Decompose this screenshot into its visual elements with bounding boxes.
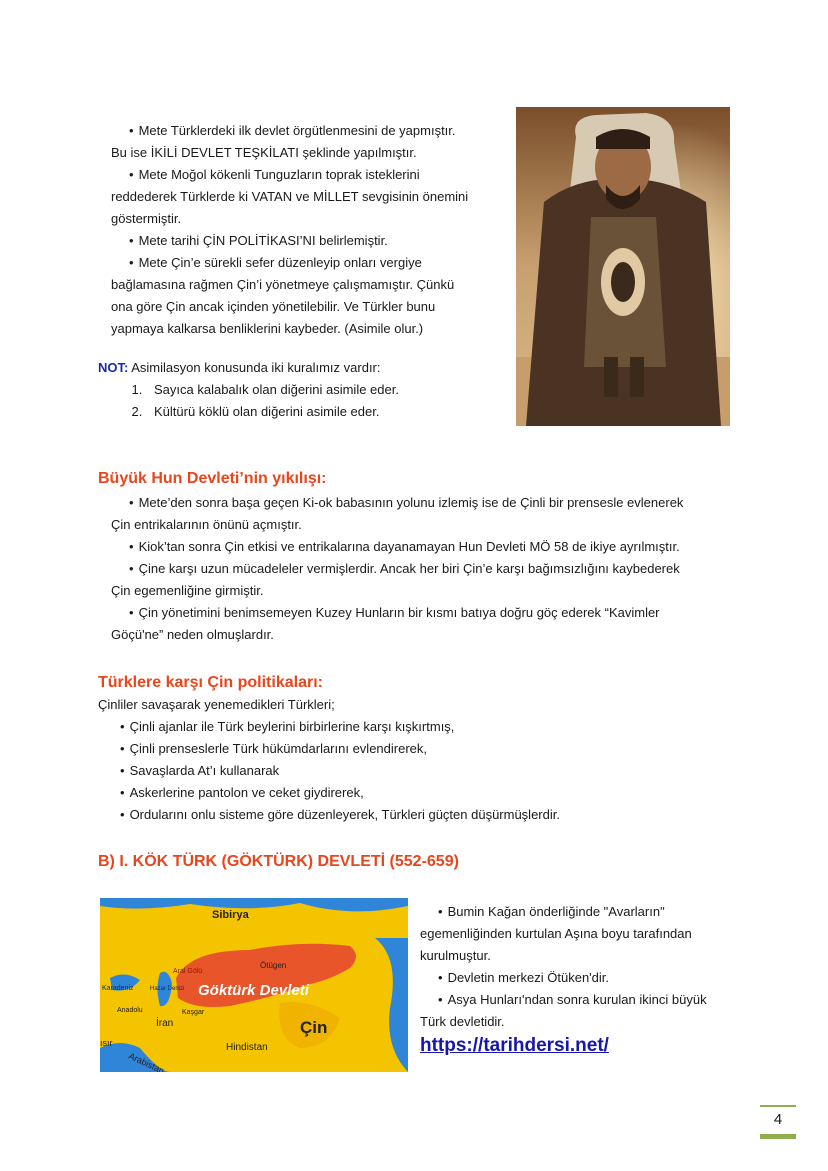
mete-bullet-1-cont: Bu ise İKİLİ DEVLET TEŞKİLATI şeklinde yapılmıştır.	[111, 145, 417, 160]
hun-bullet-4-cont: Göçü'ne” neden olmuşlardır.	[111, 627, 274, 642]
map-label-kasgar: Kaşgar	[182, 1009, 205, 1016]
mete-bullet-1: • Mete Türklerdeki ilk devlet örgütlenmesini de yapmıştır.	[111, 120, 506, 142]
note-list	[98, 379, 518, 423]
china-policy-bullet-3: • Savaşlarda At’ı kullanarak	[120, 760, 738, 782]
hun-bullet-1: • Mete’den sonra başa geçen Ki-ok babasının yolunu izlemiş ise de Çinli bir prensesle evlenerek	[111, 492, 738, 514]
note-label: NOT:	[98, 360, 129, 375]
china-policy-section	[98, 674, 738, 826]
map-label-anadolu: Anadolu	[117, 1007, 143, 1014]
china-policy-intro: Çinliler savaşarak yenemedikleri Türkleri;	[98, 697, 335, 712]
map-label-iran: İran	[156, 1018, 174, 1029]
gokturk-bullet-1-cont-b: kurulmuştur.	[420, 948, 491, 963]
gokturk-text	[420, 901, 740, 1057]
note-text: Asimilasyon konusunda iki kuralımız vardır:	[128, 360, 381, 375]
warrior-illustration	[516, 107, 730, 426]
hun-bullet-4: • Çin yönetimini benimsemeyen Kuzey Hunların bir kısmı batıya doğru göç ederek “Kavimler	[111, 602, 738, 624]
gokturk-bullet-1: • Bumin Kağan önderliğinde "Avarların"	[420, 901, 740, 923]
gokturk-bullet-3: • Asya Hunları'ndan sonra kurulan ikinci büyük	[420, 989, 740, 1011]
page-number: 4	[773, 1111, 783, 1128]
china-policy-bullet-4: • Askerlerine pantolon ve ceket giydirerek,	[120, 782, 738, 804]
china-policy-bullet-2: • Çinli prenseslerle Türk hükümdarlarını evlendirerek,	[120, 738, 738, 760]
page-number-top-rule	[760, 1105, 796, 1107]
map-label-sibirya: Sibirya	[212, 909, 249, 921]
map-label-hindistan: Hindistan	[226, 1042, 268, 1053]
gokturk-heading: B) I. KÖK TÜRK (GÖKTÜRK) DEVLETİ (552-659)	[98, 853, 459, 870]
map-label-misir: ısır	[100, 1038, 113, 1048]
hun-bullet-1-cont: Çin entrikalarının önünü açmıştır.	[111, 517, 302, 532]
map-label-title: Göktürk Devleti	[198, 982, 309, 999]
note-item-2: 2. Kültürü köklü olan diğerini asimile eder.	[146, 401, 518, 423]
map-label-otugen: Ötügen	[260, 961, 287, 970]
mete-bullet-3: • Mete tarihi ÇİN POLİTİKASI’NI belirlemiştir.	[111, 230, 506, 252]
map-label-karadeniz: Karadeniz	[102, 985, 134, 992]
mete-bullet-2-cont-a: reddederek Türklerde ki VATAN ve MİLLET sevgisinin önemini	[111, 189, 469, 204]
page-number-box	[760, 1105, 796, 1139]
map-label-aral: Aral Gölü	[173, 968, 203, 975]
hun-collapse-heading: Büyük Hun Devleti’nin yıkılışı:	[98, 470, 327, 487]
note-line	[98, 357, 518, 379]
map-label-cin: Çin	[300, 1018, 328, 1037]
hun-collapse-section	[98, 470, 738, 646]
mete-bullet-4-cont-c: yapmaya kalkarsa benliklerini kaybeder. (Asimile olur.)	[111, 321, 424, 336]
china-policy-heading: Türklere karşı Çin politikaları:	[98, 674, 323, 691]
gokturk-map	[100, 898, 408, 1072]
mete-bullet-2: • Mete Moğol kökenli Tunguzların toprak isteklerini	[111, 164, 506, 186]
map-label-arabistan: Arabistan	[127, 1050, 166, 1072]
hun-bullet-3: • Çine karşı uzun mücadeleler vermişlerdir. Ancak her biri Çin’e karşı bağımsızlığını kaybederek	[111, 558, 738, 580]
hun-bullet-3-cont: Çin egemenliğine girmiştir.	[111, 583, 264, 598]
mete-bullet-4: • Mete Çin’e sürekli sefer düzenleyip onları vergiye	[111, 252, 506, 274]
gokturk-bullet-3-cont: Türk devletidir.	[420, 1014, 505, 1029]
page-number-bottom-rule	[760, 1134, 796, 1139]
mete-bullet-4-cont-b: ona göre Çin ancak içinden yönetilebilir. Ve Türkler bunu	[111, 299, 436, 314]
hun-bullet-2: • Kiok’tan sonra Çin etkisi ve entrikalarına dayanamayan Hun Devleti MÖ 58 de ikiye ayrılmıştır.	[111, 536, 738, 558]
gokturk-bullet-1-cont-a: egemenliğinden kurtulan Aşına boyu tarafından	[420, 926, 692, 941]
note-item-1: 1. Sayıca kalabalık olan diğerini asimile eder.	[146, 379, 518, 401]
map-label-hazar: Hazar Denizi	[150, 986, 185, 992]
mete-bullet-2-cont-b: göstermiştir.	[111, 211, 182, 226]
mete-portrait-image	[516, 107, 730, 426]
mete-bullet-4-cont-a: bağlamasına rağmen Çin’i yönetmeye çalışmamıştır. Çünkü	[111, 277, 455, 292]
china-policy-bullet-1: • Çinli ajanlar ile Türk beylerini birbirlerine karşı kışkırtmış,	[120, 716, 738, 738]
gokturk-map-svg	[100, 898, 408, 1072]
note-section	[98, 357, 518, 423]
tarihdersi-link[interactable]: https://tarihdersi.net/	[420, 1035, 609, 1056]
china-policy-bullet-5: • Ordularını onlu sisteme göre düzenleyerek, Türkleri güçten düşürmüşlerdir.	[120, 804, 738, 826]
gokturk-bullet-2: • Devletin merkezi Ötüken'dir.	[420, 967, 740, 989]
mete-section	[111, 120, 506, 340]
